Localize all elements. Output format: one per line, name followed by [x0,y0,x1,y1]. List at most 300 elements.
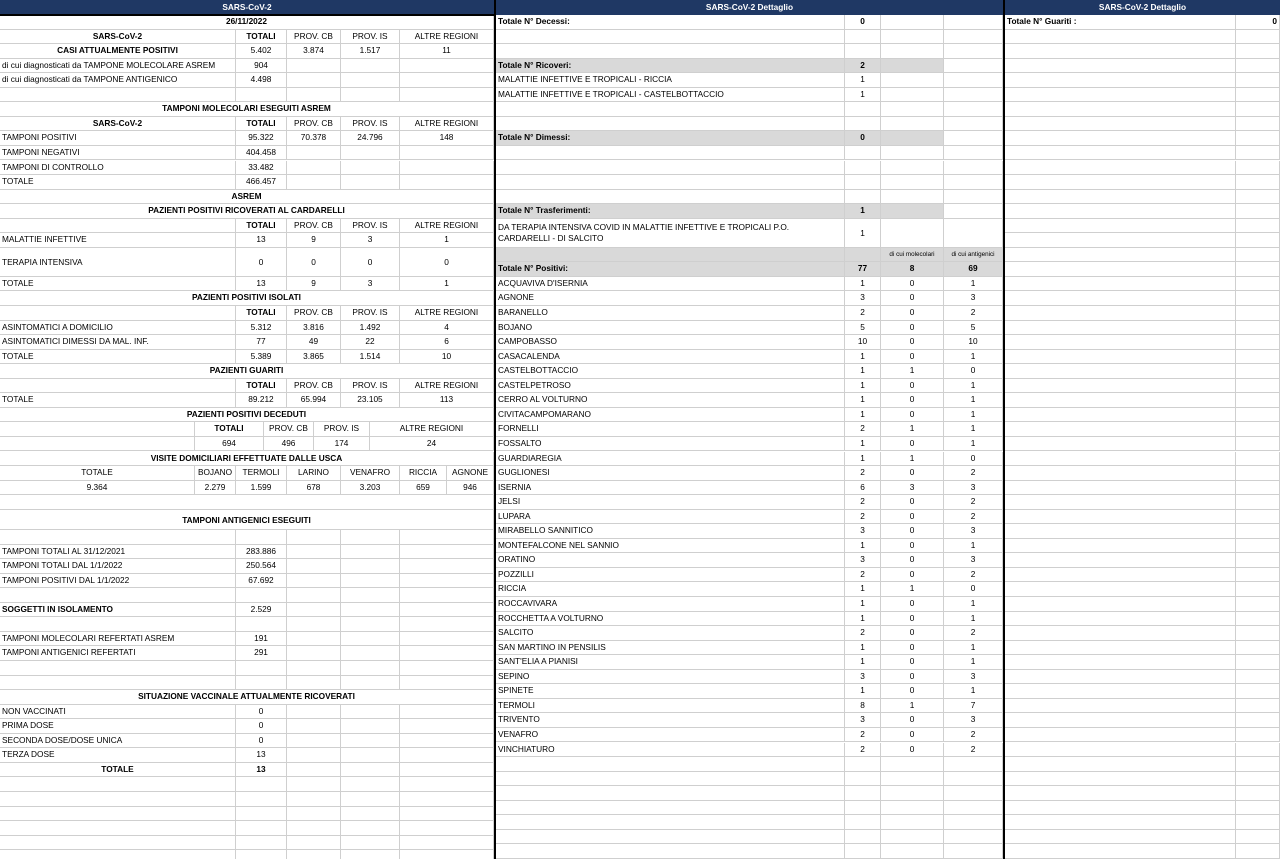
header-left: SARS-CoV-2 [0,0,494,15]
comune-value: 2 [845,495,881,510]
empty-cell [1005,699,1236,714]
comune-name: CIVITACAMPOMARANO [496,408,845,423]
comune-name: RICCIA [496,582,845,597]
empty-cell [881,175,944,190]
empty-cell [881,88,944,103]
row-value: 283.886 [236,545,287,560]
empty-cell [881,190,944,205]
comune-value: 1 [845,364,881,379]
empty-cell [1236,582,1280,597]
empty-cell [1005,786,1236,801]
row-value: 6 [400,335,494,350]
comune-value: 2 [944,626,1003,641]
empty-cell [1005,801,1236,816]
empty-cell [496,757,845,772]
trasferimenti-label: Totale N° Trasferimenti: [496,204,845,219]
empty-cell [341,777,400,792]
comune-value: 0 [881,277,944,292]
empty-cell [287,734,341,749]
comune-name: SPINETE [496,684,845,699]
empty-cell [1005,335,1236,350]
total-value: 13 [236,763,287,778]
empty-cell [1005,350,1236,365]
comune-value: 3 [845,524,881,539]
comune-value: 3 [845,713,881,728]
col-header: VENAFRO [341,466,400,481]
row-label: TERZA DOSE [0,748,236,763]
comune-value: 0 [881,641,944,656]
empty-cell [1236,408,1280,423]
comune-value: 5 [845,321,881,336]
comune-value: 10 [944,335,1003,350]
comune-value: 1 [944,422,1003,437]
comune-value: 0 [881,510,944,525]
comune-value: 1 [944,641,1003,656]
empty-cell [341,676,400,691]
comune-name: ROCCAVIVARA [496,597,845,612]
empty-cell [944,131,1003,146]
empty-cell [1236,379,1280,394]
row-value [341,161,400,176]
row-label: TAMPONI NEGATIVI [0,146,236,161]
empty-cell [845,175,881,190]
empty-cell [0,617,236,632]
decessi-value: 0 [845,15,881,30]
comune-name: TERMOLI [496,699,845,714]
empty-cell [1005,830,1236,845]
empty-cell [1236,437,1280,452]
empty-cell [944,175,1003,190]
empty-cell [400,836,494,851]
empty-cell [496,772,845,787]
empty-cell [400,763,494,778]
comune-name: FORNELLI [496,422,845,437]
row-label: di cui diagnosticati da TAMPONE ANTIGENICO [0,73,236,88]
comune-value: 0 [881,553,944,568]
empty-cell [1005,233,1236,248]
comune-name: CASTELPETROSO [496,379,845,394]
comune-value: 0 [881,437,944,452]
empty-cell [1236,30,1280,45]
row-value: 496 [264,437,314,452]
row-value: 1.492 [341,321,400,336]
empty-cell [400,588,494,603]
empty-cell [287,545,341,560]
comune-value: 2 [944,743,1003,758]
comune-value: 1 [881,422,944,437]
comune-value: 7 [944,699,1003,714]
comune-value: 0 [881,466,944,481]
trasferimenti-value: 1 [845,204,881,219]
row-value: 0 [341,248,400,277]
comune-value: 0 [881,670,944,685]
comune-value: 0 [881,335,944,350]
row-value: 33.482 [236,161,287,176]
comune-value: 8 [845,699,881,714]
empty-cell [287,850,341,859]
empty-cell [236,792,287,807]
comune-value: 0 [881,684,944,699]
comune-value: 1 [845,437,881,452]
comune-value: 0 [881,743,944,758]
empty-cell [881,844,944,859]
empty-cell [341,734,400,749]
comune-value: 2 [845,466,881,481]
row-label: ASINTOMATICI A DOMICILIO [0,321,236,336]
empty-cell [341,836,400,851]
comune-value: 1 [944,684,1003,699]
empty-cell [341,603,400,618]
comune-value: 1 [845,277,881,292]
row-value: 10 [400,350,494,365]
empty-cell [287,530,341,545]
empty-cell [1005,219,1236,234]
empty-cell [1005,713,1236,728]
empty-cell [1236,204,1280,219]
empty-cell [944,88,1003,103]
row-value: 9 [287,233,341,248]
empty-cell [287,617,341,632]
empty-cell [944,190,1003,205]
row-value: 24 [370,437,494,452]
empty-cell [1236,815,1280,830]
empty-cell [1236,306,1280,321]
empty-cell [1236,524,1280,539]
empty-cell [944,15,1003,30]
empty-cell [400,59,494,74]
row-label: TAMPONI POSITIVI DAL 1/1/2022 [0,574,236,589]
empty-cell [1005,204,1236,219]
empty-cell [287,632,341,647]
comune-value: 0 [881,655,944,670]
empty-cell [287,73,341,88]
row-value: 4.498 [236,73,287,88]
empty-cell [400,617,494,632]
col-header: TOTALI [236,379,287,394]
comune-value: 0 [881,291,944,306]
empty-cell [341,545,400,560]
comune-value: 1 [881,452,944,467]
empty-cell [1236,335,1280,350]
empty-cell [881,786,944,801]
row-value: 4 [400,321,494,336]
section-title: PAZIENTI GUARITI [0,364,494,379]
empty-cell [881,44,944,59]
sub-header: di cui antigenici [944,248,1003,263]
empty-cell [845,30,881,45]
empty-cell [845,786,881,801]
col-header: TOTALI [236,117,287,132]
empty-cell [1005,582,1236,597]
empty-cell [287,88,341,103]
comune-value: 2 [944,495,1003,510]
section-title: SITUAZIONE VACCINALE ATTUALMENTE RICOVERATI [0,690,494,705]
empty-cell [1005,815,1236,830]
comune-value: 3 [944,670,1003,685]
row-value: 0 [400,248,494,277]
empty-cell [1005,626,1236,641]
empty-cell [1005,772,1236,787]
empty-cell [0,588,236,603]
comune-value: 1 [881,699,944,714]
comune-name: SANT'ELIA A PIANISI [496,655,845,670]
empty-cell [496,30,845,45]
comune-value: 0 [881,568,944,583]
row-label: TAMPONI POSITIVI [0,131,236,146]
empty-cell [1005,568,1236,583]
row-value: 0 [236,719,287,734]
empty-cell [1236,626,1280,641]
empty-cell [944,757,1003,772]
comune-name: FOSSALTO [496,437,845,452]
comune-value: 1 [944,393,1003,408]
empty-cell [845,815,881,830]
empty-cell [496,844,845,859]
row-value: 67.692 [236,574,287,589]
comune-value: 3 [944,291,1003,306]
comune-value: 2 [944,466,1003,481]
empty-cell [1005,612,1236,627]
row-value: 0 [236,734,287,749]
empty-cell [1236,422,1280,437]
empty-cell [400,705,494,720]
empty-cell [400,821,494,836]
empty-cell [1005,844,1236,859]
sub-header: di cui molecolari [881,248,944,263]
comune-value: 2 [845,728,881,743]
row-value: 2.279 [195,481,236,496]
comune-value: 0 [881,321,944,336]
comune-value: 0 [881,728,944,743]
empty-cell [287,559,341,574]
comune-value: 0 [881,524,944,539]
row-value: 89.212 [236,393,287,408]
ricovero-row-label: MALATTIE INFETTIVE E TROPICALI - RICCIA [496,73,845,88]
empty-cell [1005,408,1236,423]
empty-cell [400,792,494,807]
empty-cell [287,646,341,661]
empty-cell [341,530,400,545]
row-label: di cui diagnosticati da TAMPONE MOLECOLARE ASREM [0,59,236,74]
comune-name: POZZILLI [496,568,845,583]
empty-cell [287,661,341,676]
empty-cell [1236,597,1280,612]
comune-value: 0 [881,539,944,554]
empty-cell [1236,553,1280,568]
empty-cell [1236,44,1280,59]
comune-name: VENAFRO [496,728,845,743]
comune-value: 3 [845,670,881,685]
empty-cell [287,748,341,763]
row-label: SOGGETTI IN ISOLAMENTO [0,603,236,618]
empty-cell [0,530,236,545]
empty-cell [341,850,400,859]
empty-cell [1005,743,1236,758]
row-label: TOTALE [0,393,236,408]
empty-cell [400,545,494,560]
empty-cell [845,117,881,132]
empty-cell [236,850,287,859]
ricoveri-label: Totale N° Ricoveri: [496,59,845,74]
row-value: 5.312 [236,321,287,336]
empty-cell [1005,379,1236,394]
empty-cell [287,792,341,807]
empty-cell [341,559,400,574]
comune-name: GUGLIONESI [496,466,845,481]
empty-cell [1236,495,1280,510]
row-value: 148 [400,131,494,146]
empty-cell [1005,539,1236,554]
col-header: ALTRE REGIONI [400,30,494,45]
col-header: ALTRE REGIONI [400,306,494,321]
empty-cell [944,117,1003,132]
empty-cell [0,850,236,859]
empty-cell [881,830,944,845]
comune-name: TRIVENTO [496,713,845,728]
positivi-value: 8 [881,262,944,277]
row-value [400,161,494,176]
empty-cell [944,801,1003,816]
empty-cell [1236,757,1280,772]
col-header: PROV. IS [341,219,400,234]
empty-cell [236,777,287,792]
empty-cell [236,530,287,545]
col-header: TOTALI [236,30,287,45]
empty-cell [944,844,1003,859]
comune-value: 3 [944,481,1003,496]
col-header: PROV. CB [264,422,314,437]
empty-cell [287,763,341,778]
row-value: 3.816 [287,321,341,336]
casi-value: 3.874 [287,44,341,59]
row-label: TOTALE [0,277,236,292]
empty-cell [236,836,287,851]
comune-value: 1 [944,597,1003,612]
empty-cell [1005,262,1236,277]
comune-value: 2 [845,568,881,583]
comune-value: 10 [845,335,881,350]
row-value: 77 [236,335,287,350]
row-value: 13 [236,233,287,248]
row-value: 70.378 [287,131,341,146]
empty-cell [1005,495,1236,510]
col-header: BOJANO [195,466,236,481]
empty-cell [1236,452,1280,467]
comune-value: 1 [845,684,881,699]
empty-cell [496,146,845,161]
comune-value: 1 [845,393,881,408]
row-value: 9 [287,277,341,292]
comune-name: ACQUAVIVA D'ISERNIA [496,277,845,292]
empty-cell [1236,117,1280,132]
empty-cell [944,146,1003,161]
empty-cell [845,161,881,176]
divider-left [494,0,496,859]
empty-cell [1236,568,1280,583]
row-value: 2.529 [236,603,287,618]
section-title: TAMPONI ANTIGENICI ESEGUITI [0,510,494,530]
empty-cell [1236,481,1280,496]
row-label: SECONDA DOSE/DOSE UNICA [0,734,236,749]
empty-cell [236,88,287,103]
empty-cell [287,574,341,589]
dimessi-label: Totale N° Dimessi: [496,131,845,146]
empty-cell [496,102,845,117]
empty-cell [1005,641,1236,656]
comune-name: AGNONE [496,291,845,306]
row-value [341,146,400,161]
comune-value: 0 [881,393,944,408]
empty-cell [341,617,400,632]
empty-cell [1005,597,1236,612]
empty-cell [1005,393,1236,408]
empty-cell [400,850,494,859]
row-label: TAMPONI TOTALI AL 31/12/2021 [0,545,236,560]
row-label: PRIMA DOSE [0,719,236,734]
empty-cell [1005,437,1236,452]
empty-cell [944,815,1003,830]
col-header: PROV. CB [287,379,341,394]
ricovero-row-value: 1 [845,73,881,88]
comune-value: 1 [845,597,881,612]
row-label: ASINTOMATICI DIMESSI DA MAL. INF. [0,335,236,350]
row-value: 65.994 [287,393,341,408]
row-value [287,161,341,176]
empty-cell [944,161,1003,176]
empty-cell [1005,59,1236,74]
empty-cell [845,830,881,845]
empty-cell [1005,44,1236,59]
empty-cell [1236,190,1280,205]
empty-cell [845,801,881,816]
empty-cell [341,646,400,661]
empty-cell [400,632,494,647]
empty-cell [881,15,944,30]
empty-cell [400,748,494,763]
empty-cell [881,146,944,161]
empty-cell [236,676,287,691]
col-header: PROV. CB [287,30,341,45]
comune-value: 1 [845,379,881,394]
comune-value: 1 [845,655,881,670]
empty-cell [1236,786,1280,801]
empty-cell [1005,553,1236,568]
empty-cell [0,379,236,394]
empty-cell [1005,291,1236,306]
comune-name: CASTELBOTTACCIO [496,364,845,379]
empty-cell [287,676,341,691]
comune-value: 2 [944,728,1003,743]
section-title: VISITE DOMICILIARI EFFETTUATE DALLE USCA [0,452,494,467]
col-header: PROV. IS [341,117,400,132]
empty-cell [1005,175,1236,190]
row-value: 191 [236,632,287,647]
row-value [341,175,400,190]
empty-cell [1005,146,1236,161]
empty-cell [1005,161,1236,176]
empty-cell [400,559,494,574]
row-value: 694 [195,437,264,452]
empty-cell [400,777,494,792]
comune-value: 0 [881,713,944,728]
col-header: TERMOLI [236,466,287,481]
col-header: RICCIA [400,466,447,481]
casi-value: 5.402 [236,44,287,59]
row-label: TOTALE [0,175,236,190]
empty-cell [400,676,494,691]
row-value: 5.389 [236,350,287,365]
guariti-value: 0 [1236,15,1280,30]
